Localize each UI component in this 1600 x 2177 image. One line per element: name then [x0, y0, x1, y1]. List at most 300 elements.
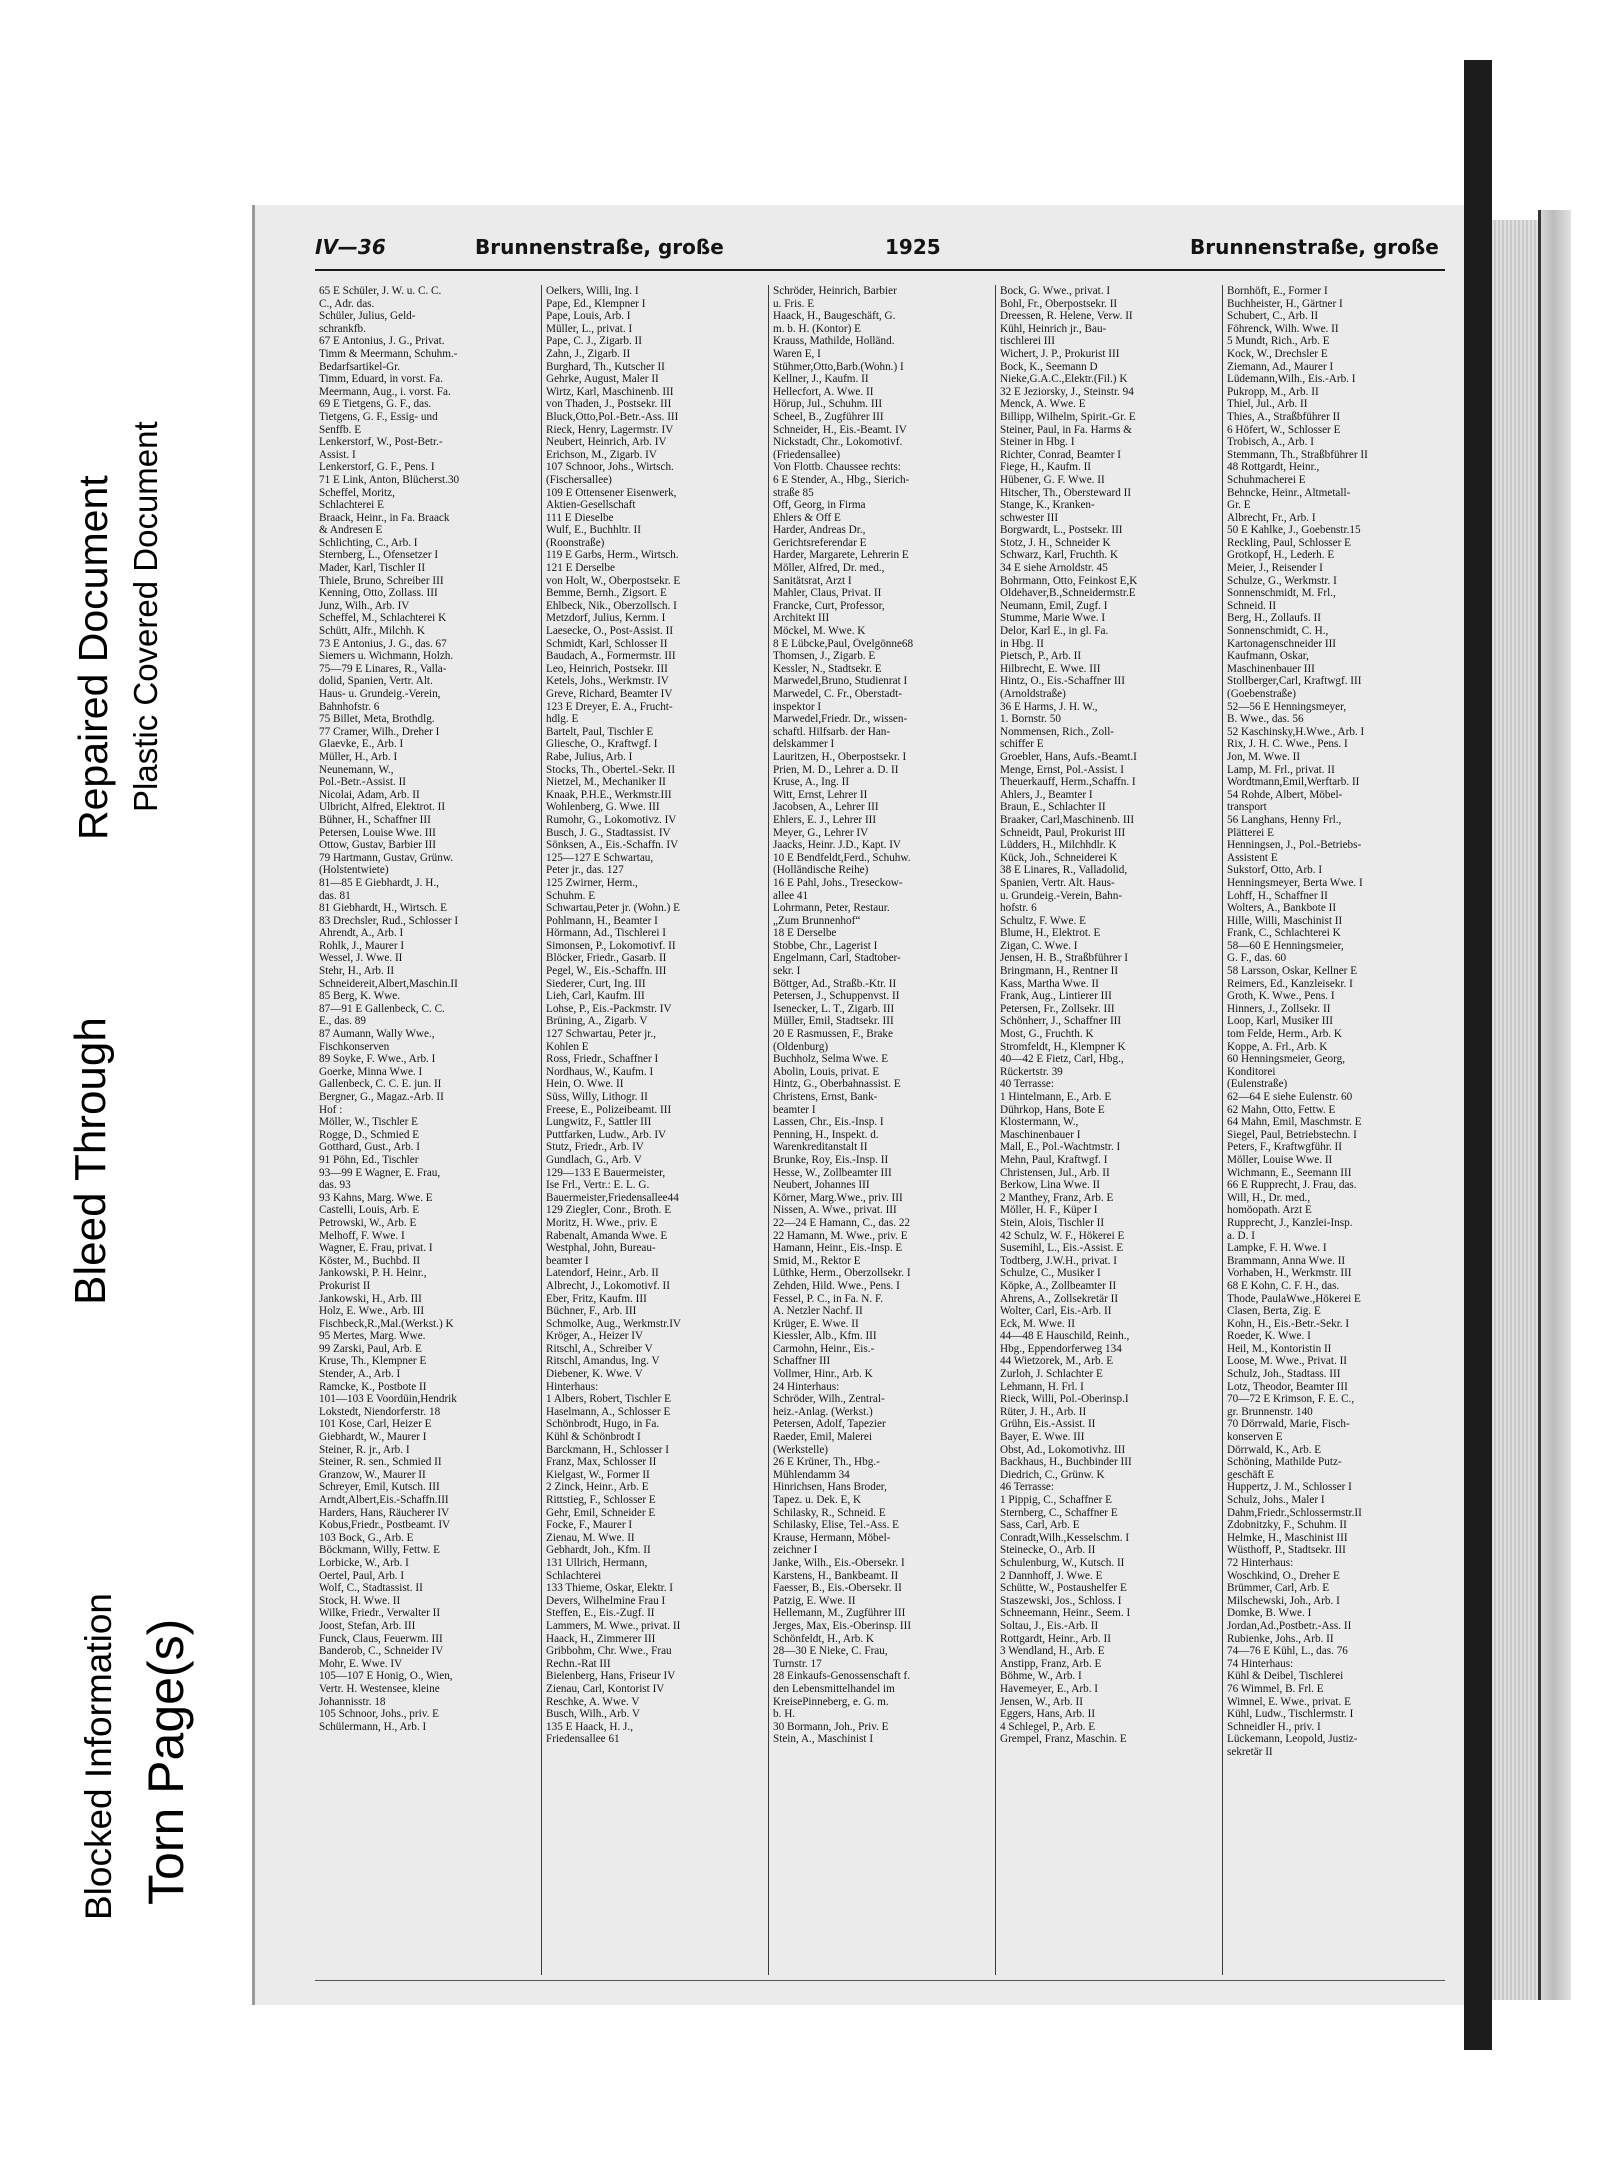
directory-entry-line: Rottgardt, Heinr., Arb. II [1000, 1632, 1111, 1645]
directory-entry-line: Hübener, G. F. Wwe. II [1000, 473, 1105, 486]
directory-entry-line: 30 Bormann, Joh., Priv. E [773, 1720, 889, 1733]
directory-entry-line: 50 E Kahlke, J., Goebenstr.15 [1227, 524, 1361, 537]
directory-entry-line: Hille, Willi, Maschinist II [1227, 914, 1343, 927]
directory-entry-line: Müller, Emil, Stadtsekr. III [773, 1015, 894, 1028]
directory-entry-line: C., Adr. das. [319, 297, 375, 310]
directory-entry-line: tischlerei III [1000, 335, 1055, 348]
directory-entry-line: Ottow, Gustav, Barbier III [319, 839, 436, 852]
directory-entry-line: Sass, Carl, Arb. E [1000, 1519, 1080, 1532]
header-rule [315, 269, 1445, 271]
directory-entry-line: 6 Höfert, W., Schlosser E [1227, 423, 1341, 436]
directory-entry-line: 44—48 E Hauschild, Reinh., [1000, 1330, 1130, 1343]
directory-entry-line: (Oldenburg) [773, 1040, 829, 1053]
directory-entry-line: Jankowski, H., Arb. III [319, 1292, 422, 1305]
directory-entry-line: Brammann, Anna Wwe. II [1227, 1254, 1346, 1267]
directory-entry-line: Gotthard, Gust., Arb. I [319, 1141, 420, 1154]
directory-entry-line: Zigan, C. Wwe. I [1000, 939, 1078, 952]
directory-entry-line: Bühner, H., Schaffner III [319, 813, 431, 826]
directory-entry-line: 85 Berg, K. Wwe. [319, 990, 400, 1003]
directory-entry-line: Francke, Curt, Professor, [773, 599, 885, 612]
directory-entry-line: Jon, M. Wwe. II [1227, 750, 1301, 763]
directory-entry-line: Domke, B. Wwe. I [1227, 1607, 1312, 1620]
directory-entry-line: Diebener, K. Wwe. V [546, 1368, 643, 1381]
directory-entry-line: Hof : [319, 1103, 343, 1116]
directory-entry-line: Roeder, K. Wwe. I [1227, 1330, 1311, 1343]
directory-entry-line: m. b. H. (Kontor) E [773, 322, 861, 335]
directory-entry-line: Mall, E., Pol.-Wachtmstr. I [1000, 1141, 1121, 1154]
directory-entry-line: Prien, M. D., Lehrer a. D. II [773, 763, 899, 776]
directory-entry-line: 70 Dörrwald, Marie, Fisch- [1227, 1418, 1350, 1431]
directory-entry-line: Siederer, Curt, Ing. III [546, 977, 646, 990]
directory-entry-line: sekretär II [1227, 1745, 1273, 1758]
directory-entry-line: hofstr. 6 [1000, 902, 1037, 915]
directory-entry-line: Wichert, J. P., Prokurist III [1000, 347, 1120, 360]
directory-entry-line: Rix, J. H. C. Wwe., Pens. I [1227, 738, 1348, 751]
directory-entry-line: Architekt III [773, 612, 830, 625]
directory-entry-line: schrankfb. [319, 322, 366, 335]
directory-entry-line: allee 41 [773, 889, 809, 902]
directory-entry-line: Schneidt, Paul, Prokurist III [1000, 826, 1126, 839]
directory-entry-line: Schmolke, Aug., Werkmstr.IV [546, 1317, 681, 1330]
directory-entry-line: (Arnoldstraße) [1000, 688, 1066, 700]
directory-entry-line: Ritschl, Amandus, Ing. V [546, 1355, 660, 1368]
directory-entry-line: Müller, H., Arb. I [319, 750, 398, 763]
directory-entry-line: Eggers, Hans, Arb. II [1000, 1708, 1096, 1721]
directory-entry-line: Zienau, M. Wwe. II [546, 1531, 635, 1544]
directory-entry-line: Mehn, Paul, Kraftwgf. I [1000, 1153, 1108, 1166]
adjacent-page [1538, 210, 1571, 2000]
directory-entry-line: Delor, Karl E., in gl. Fa. [1000, 625, 1109, 638]
directory-entry-line: Vorhaben, H., Werkmstr. III [1227, 1267, 1352, 1280]
directory-entry-line: 3 Wendland, H., Arb. E [1000, 1645, 1105, 1658]
directory-entry-line: „Zum Brunnenhof“ [773, 914, 861, 927]
directory-entry-line: 10 E Bendfeldt,Ferd., Schuhw. [773, 851, 911, 864]
directory-entry-line: Haus- u. Grundeig.-Verein, [319, 688, 441, 700]
directory-entry-line: 109 E Ottensener Eisenwerk, [546, 486, 677, 499]
directory-entry-line: Krüger, E. Wwe. II [773, 1317, 859, 1330]
directory-entry-line: Steffen, E., Eis.-Zugf. II [546, 1607, 655, 1620]
directory-entry-line: Assist. I [319, 448, 356, 461]
directory-entry-line: Patzig, E. Wwe. II [773, 1594, 856, 1607]
directory-entry-line: Joost, Stefan, Arb. III [319, 1619, 416, 1632]
directory-entry-line: Pietsch, P., Arb. II [1000, 650, 1082, 663]
directory-entry-line: Hamann, Heinr., Eis.-Insp. E [773, 1242, 903, 1255]
directory-entry-line: Wolter, Carl, Eis.-Arb. II [1000, 1305, 1112, 1318]
directory-entry-line: 2 Zinck, Heinr., Arb. E [546, 1481, 649, 1494]
directory-entry-line: Kenning, Otto, Zollass. III [319, 587, 438, 600]
directory-entry-line: Nordhaus, W., Kaufm. I [546, 1065, 654, 1078]
directory-entry-line: Wulf, E., Buchhltr. II [546, 524, 641, 537]
page-header [315, 235, 1445, 263]
directory-entry-line: Bayer, E. Wwe. III [1000, 1431, 1085, 1444]
directory-entry-line: Kiessler, Alb., Kfm. III [773, 1330, 877, 1343]
directory-entry-line: 77 Cramer, Wilh., Dreher I [319, 725, 440, 738]
directory-entry-line: Reckling, Paul, Schlosser E [1227, 536, 1351, 549]
directory-entry-line: Witt, Ernst, Lehrer II [773, 788, 868, 801]
directory-entry-line: Maschinenbauer III [1227, 662, 1315, 675]
directory-entry-line: transport [1227, 801, 1267, 814]
directory-entry-line: Eck, M. Wwe. II [1000, 1317, 1075, 1330]
directory-entry-line: Aktien-Gesellschaft [546, 499, 636, 512]
directory-entry-line: Krause, Hermann, Möbel- [773, 1531, 891, 1544]
directory-entry-line: Devers, Wilhelmine Frau I [546, 1594, 666, 1607]
directory-entry-line: Ross, Friedr., Schaffner I [546, 1053, 659, 1066]
directory-entry-line: Thiele, Bruno, Schreiber III [319, 574, 444, 587]
directory-entry-line: Möckel, M. Wwe. K [773, 625, 866, 638]
directory-entry-line: Raeder, Emil, Malerei [773, 1431, 872, 1444]
directory-entry-line: Todtberg, J.W.H., privat. I [1000, 1254, 1117, 1267]
directory-entry-line: 83 Drechsler, Rud., Schlosser I [319, 914, 459, 927]
directory-entry-line: Sanitätsrat, Arzt I [773, 574, 852, 587]
directory-entry-line: Tapez. u. Dek. E, K [773, 1494, 862, 1506]
directory-entry-line: Schuhm. E [546, 889, 596, 902]
directory-entry-line: Kühl & Deibel, Tischlerei [1227, 1670, 1344, 1683]
directory-entry-line: Ise Frl., Vertr.: E. L. G. [546, 1179, 650, 1192]
directory-entry-line: 70—72 E Krimson, F. E. C., [1227, 1393, 1355, 1406]
directory-entry-line: Buchheister, H., Gärtner I [1227, 297, 1343, 310]
directory-entry-line: Isenecker, L. T., Zigarb. III [773, 1002, 895, 1015]
directory-entry-line: Marwedel,Friedr. Dr., wissen- [773, 713, 908, 726]
directory-column-2 [542, 285, 769, 1975]
directory-entry-line: Kück, Joh., Schneiderei K [1000, 851, 1118, 864]
directory-entry-line: Schilasky, Elise, Tel.-Ass. E [773, 1519, 899, 1532]
directory-entry-line: Maschinenbauer I [1000, 1128, 1081, 1141]
directory-entry-line: Schröder, Heinrich, Barbier [773, 285, 897, 297]
directory-entry-line: schiffer E [1000, 738, 1044, 751]
directory-entry-line: Fischbeck,R.,Mal.(Werkst.) K [319, 1317, 454, 1330]
directory-entry-line: Grühn, Eis.-Assist. II [1000, 1418, 1096, 1431]
directory-entry-line: das. 81 [319, 889, 351, 902]
directory-entry-line: Wordtmann,Emil,Werftarb. II [1227, 776, 1360, 789]
directory-entry-line: schwester III [1000, 511, 1059, 524]
directory-entry-line: Kühl & Schönbrodt I [546, 1431, 641, 1444]
directory-entry-line: tom Felde, Herm., Arb. K [1227, 1028, 1342, 1041]
directory-entry-line: Albrecht, J., Lokomotivf. II [546, 1279, 670, 1292]
directory-entry-line: Busch, J. G., Stadtassist. IV [546, 826, 671, 839]
directory-page [252, 205, 1464, 2005]
directory-entry-line: Kartonagenschneider III [1227, 637, 1337, 650]
directory-entry-line: Lenkerstorf, G. F., Pens. I [319, 461, 435, 474]
directory-entry-line: Abolin, Louis, privat. E [773, 1065, 880, 1078]
directory-entry-line: Hinterhaus: [546, 1380, 599, 1393]
directory-entry-line: Meyer, G., Lehrer IV [773, 826, 869, 839]
directory-entry-line: Schönfeldt, H., Arb. K [773, 1632, 874, 1645]
directory-entry-line: Spanien, Vertr. Alt. Haus- [1000, 876, 1115, 889]
directory-entry-line: Wolf, C., Stadtassist. II [319, 1582, 423, 1595]
directory-entry-line: Grempel, Franz, Maschin. E [1000, 1733, 1127, 1746]
directory-entry-line: Köster, M., Buchbd. II [319, 1254, 421, 1267]
directory-entry-line: Bergner, G., Magaz.-Arb. II [319, 1091, 444, 1103]
directory-entry-line: Gallenbeck, C. C. E. jun. II [319, 1078, 442, 1091]
directory-entry-line: Marwedel, C. Fr., Oberstadt- [773, 688, 902, 700]
directory-entry-line: Bringmann, H., Rentner II [1000, 965, 1119, 978]
directory-entry-line: Thies, A., Straßbführer II [1227, 410, 1341, 423]
directory-entry-line: Johannisstr. 18 [319, 1695, 386, 1708]
directory-entry-line: Braack, Heinr., in Fa. Braack [319, 511, 450, 524]
directory-entry-line: 87—91 E Gallenbeck, C. C. [319, 1002, 445, 1015]
directory-entry-line: Lammers, M. Wwe., privat. II [546, 1619, 681, 1632]
directory-entry-line: 64 Mahn, Emil, Maschmstr. E [1227, 1116, 1362, 1129]
directory-entry-line: 58 Larsson, Oskar, Kellner E [1227, 965, 1358, 978]
directory-entry-line: Ritschl, A., Schreiber V [546, 1342, 653, 1355]
directory-entry-line: 66 E Rupprecht, J. Frau, das. [1227, 1179, 1357, 1192]
directory-entry-line: Mahler, Claus, Privat. II [773, 587, 882, 600]
directory-entry-line: Ahlers, J., Beamter I [1000, 788, 1093, 801]
directory-entry-line: Wüsthoff, P., Stadtsekr. III [1227, 1544, 1346, 1557]
directory-entry-line: Lohrmann, Peter, Restaur. [773, 902, 890, 915]
directory-entry-line: Tietgens, G. F., Essig- und [319, 410, 438, 423]
directory-entry-line: Moritz, H. Wwe., priv. E [546, 1216, 658, 1229]
directory-entry-line: Milschewski, Joh., Arb. I [1227, 1594, 1340, 1607]
directory-entry-line: Backhaus, H., Buchbinder III [1000, 1456, 1132, 1469]
directory-entry-line: Lotz, Theodor, Beamter III [1227, 1380, 1348, 1393]
directory-entry-line: straße 85 [773, 486, 814, 499]
directory-entry-line: dolid, Spanien, Vertr. Alt. [319, 675, 433, 688]
directory-entry-line: 105 Schnoor, Johs., priv. E [319, 1708, 440, 1721]
directory-entry-line: Lückemann, Leopold, Justiz- [1227, 1733, 1358, 1746]
directory-entry-line: 81 Giebhardt, H., Wirtsch. E [319, 902, 447, 915]
directory-entry-line: Fessel, P. C., in Fa. N. F. [773, 1292, 884, 1305]
directory-entry-line: Freese, E., Polizeibeamt. III [546, 1103, 672, 1116]
directory-entry-line: in Hbg. II [1000, 637, 1044, 650]
directory-entry-line: Woschkind, O., Dreher E [1227, 1569, 1340, 1582]
directory-entry-line: Gliesche, O., Kraftwgf. I [546, 738, 658, 751]
directory-entry-line: Braaker, Carl,Maschinenb. III [1000, 813, 1135, 826]
directory-entry-line: Rechn.-Rat III [546, 1657, 611, 1670]
directory-entry-line: Hinrichsen, Hans Broder, [773, 1481, 887, 1494]
directory-entry-line: 125—127 E Schwartau, [546, 851, 654, 864]
directory-entry-line: 74—76 E Kühl, L., das. 76 [1227, 1645, 1348, 1658]
directory-entry-line: Wichmann, E., Seemann III [1227, 1166, 1352, 1179]
directory-entry-line: Konditorei [1227, 1065, 1276, 1078]
directory-entry-line: 54 Rohde, Albert, Möbel- [1227, 788, 1343, 801]
directory-entry-line: Jensen, W., Arb. II [1000, 1695, 1083, 1708]
directory-entry-line: Warenkreditanstalt II [773, 1141, 868, 1154]
directory-entry-line: Berkow, Lina Wwe. II [1000, 1179, 1101, 1192]
directory-entry-line: 40 Terrasse: [1000, 1078, 1054, 1091]
directory-entry-line: zeichner I [773, 1544, 818, 1557]
directory-entry-line: (Werkstelle) [773, 1443, 829, 1456]
directory-entry-line: Nietzel, M., Mechaniker II [546, 776, 666, 789]
directory-entry-line: Zdobnitzky, F., Schuhm. II [1227, 1519, 1347, 1532]
directory-entry-line: Frank, Aug., Lintierer III [1000, 990, 1112, 1003]
directory-entry-line: 28 Einkaufs-Genossenschaft f. [773, 1670, 911, 1683]
directory-entry-line: Sternberg, C., Schaffner E [1000, 1506, 1118, 1519]
directory-entry-line: Billipp, Wilhelm, Spirit.-Gr. E [1000, 410, 1136, 423]
directory-entry-line: 26 E Krüner, Th., Hbg.- [773, 1456, 880, 1469]
directory-entry-line: Schöning, Mathilde Putz- [1227, 1456, 1342, 1469]
directory-entry-line: Obst, Ad., Lokomotivhz. III [1000, 1443, 1126, 1456]
directory-entry-line: Schüler, Julius, Geld- [319, 310, 416, 323]
directory-entry-line: Ehlbeck, Nik., Oberzollsch. I [546, 599, 677, 612]
directory-entry-line: Bohrmann, Otto, Feinkost E,K [1000, 574, 1138, 587]
directory-entry-line: Steiner, R. sen., Schmied II [319, 1456, 442, 1469]
directory-entry-line: Stein, Alois, Tischler II [1000, 1216, 1105, 1229]
directory-entry-line: 121 E Derselbe [546, 562, 615, 575]
bottom-rule [315, 1980, 1445, 1981]
directory-entry-line: Lüdders, H., Milchhdlr. K [1000, 839, 1117, 852]
directory-entry-line: 4 Schlegel, P., Arb. E [1000, 1720, 1096, 1733]
directory-entry-line: 22—24 E Hamann, C., das. 22 [773, 1216, 911, 1229]
directory-entry-line: Most, G., Fruchth. K [1000, 1028, 1094, 1041]
directory-entry-line: Schütte, W., Postaushelfer E [1000, 1582, 1127, 1595]
directory-entry-line: Blöcker, Friedr., Gasarb. II [546, 952, 667, 965]
directory-entry-line: Theuerkauff, Herm.,Schaffn. I [1000, 776, 1136, 789]
directory-entry-line: Berg, H., Zollaufs. II [1227, 612, 1321, 625]
directory-entry-line: Schönbrodt, Hugo, in Fa. [546, 1418, 660, 1431]
directory-entry-line: 67 E Antonius, J. G., Privat. [319, 335, 445, 348]
directory-entry-line: 131 Ullrich, Hermann, [546, 1556, 648, 1569]
directory-entry-line: Hitscher, Th., Obersteward II [1000, 486, 1132, 499]
directory-entry-line: Hintz, O., Eis.-Schaffner III [1000, 675, 1125, 688]
directory-entry-line: Bauermeister,Friedensallee44 [546, 1191, 679, 1204]
directory-entry-line: Hilbrecht, E. Wwe. III [1000, 662, 1101, 675]
directory-entry-line: Jacobsen, A., Lehrer III [773, 801, 879, 814]
directory-entry-line: Kohlen E [546, 1040, 589, 1053]
directory-entry-line: B. Wwe., das. 56 [1227, 713, 1304, 726]
directory-entry-line: Will, H., Dr. med., [1227, 1191, 1311, 1204]
directory-entry-line: Stromfeldt, H., Klempner K [1000, 1040, 1126, 1053]
directory-entry-line: 93—99 E Wagner, E. Frau, [319, 1166, 441, 1179]
directory-entry-line: 99 Zarski, Paul, Arb. E [319, 1342, 422, 1355]
directory-entry-line: Gundlach, G., Arb. V [546, 1153, 642, 1166]
directory-entry-line: Schuhmacherei E [1227, 473, 1306, 486]
directory-entry-line: Süss, Willy, Lithogr. II [546, 1091, 648, 1103]
directory-entry-line: Peter jr., das. 127 [546, 864, 624, 877]
directory-entry-line: Rabenalt, Amanda Wwe. E [546, 1229, 668, 1242]
annotation-plastic-covered-document: Plastic Covered Document [127, 421, 164, 812]
directory-entry-line: Lüthke, Herm., Oberzollsekr. I [773, 1267, 911, 1280]
directory-entry-line: Jerges, Max, Eis.-Oberinsp. III [773, 1619, 912, 1632]
directory-entry-line: Schulze, G., Werkmstr. I [1227, 574, 1337, 587]
directory-entry-line: Buchholz, Selma Wwe. E [773, 1053, 889, 1066]
directory-entry-line: Dahm,Friedr.,Schlossermstr.II [1227, 1506, 1362, 1519]
year: 1925 [885, 235, 941, 259]
directory-entry-line: Wilke, Friedr., Verwalter II [319, 1607, 441, 1620]
directory-entry-line: Hbg., Eppendorferweg 134 [1000, 1342, 1122, 1355]
directory-entry-line: Menge, Ernst, Pol.-Assist. I [1000, 763, 1124, 776]
directory-entry-line: Thiel, Jul., Arb. II [1227, 398, 1308, 411]
directory-entry-line: 91 Pöhn, Ed., Tischler [319, 1153, 419, 1166]
directory-entry-line: 129—133 E Bauermeister, [546, 1166, 666, 1179]
directory-entry-line: Rogge, D., Schmied E [319, 1128, 420, 1141]
directory-entry-line: Möller, H. F., Küper I [1000, 1204, 1098, 1217]
directory-entry-line: Gebhardt, Joh., Kfm. II [546, 1544, 651, 1557]
directory-entry-line: Pape, Louis, Arb. I [546, 310, 631, 323]
directory-entry-line: Rückertstr. 39 [1000, 1065, 1063, 1078]
left-running-title: Brunnenstraße, große [475, 235, 724, 259]
directory-entry-line: 79 Hartmann, Gustav, Grünw. [319, 851, 454, 864]
directory-entry-line: 20 E Rasmussen, F., Brake [773, 1028, 893, 1041]
directory-entry-line: Hein, O. Wwe. II [546, 1078, 624, 1091]
page-edges [1492, 220, 1538, 2000]
directory-entry-line: Kruse, A., Ing. II [773, 776, 850, 789]
directory-entry-line: Krauss, Mathilde, Holländ. [773, 335, 895, 348]
directory-entry-line: 81—85 E Giebhardt, J. H., [319, 876, 439, 889]
directory-entry-line: 62 Mahn, Otto, Fettw. E [1227, 1103, 1336, 1116]
page-number: IV—36 [315, 235, 386, 259]
directory-entry-line: (Holländische Reihe) [773, 864, 869, 877]
directory-entry-line: Jordan,Ad.,Postbetr.-Ass. II [1227, 1619, 1352, 1632]
directory-entry-line: Büchner, F., Arb. III [546, 1305, 637, 1318]
directory-entry-line: Banderob, C., Schneider IV [319, 1645, 444, 1658]
directory-entry-line: (Eulenstraße) [1227, 1078, 1288, 1091]
directory-entry-line: heiz.-Anlag. (Werkst.) [773, 1405, 873, 1418]
directory-entry-line: 1. Bornstr. 50 [1000, 713, 1061, 726]
directory-entry-line: Schulze, C., Musiker I [1000, 1267, 1101, 1280]
directory-entry-line: Köpke, A., Zollbeamter II [1000, 1279, 1117, 1292]
directory-entry-line: Stollberger,Carl, Kraftwgf. III [1227, 675, 1362, 688]
directory-entry-line: Nickstadt, Chr., Lokomotivf. [773, 436, 903, 449]
directory-entry-line: Albrecht, Fr., Arb. I [1227, 511, 1316, 524]
directory-entry-line: (Friedensallee) [773, 448, 841, 461]
directory-entry-line: Mühlendamm 34 [773, 1468, 850, 1481]
directory-entry-line: Ehlers, E. J., Lehrer III [773, 813, 877, 826]
directory-entry-line: Puttfarken, Ludw., Arb. IV [546, 1128, 667, 1141]
directory-entry-line: Brümmer, Carl, Arb. E [1227, 1582, 1330, 1595]
directory-entry-line: Lorbicke, W., Arb. I [319, 1556, 409, 1569]
directory-entry-line: Loose, M. Wwe., Privat. II [1227, 1355, 1348, 1368]
directory-entry-line: Lüdemann,Wilh., Eis.-Arb. I [1227, 373, 1356, 386]
directory-entry-line: Stemmann, Th., Straßbführer II [1227, 448, 1368, 461]
directory-entry-line: 46 Terrasse: [1000, 1481, 1054, 1494]
directory-entry-line: Ziemann, Ad., Maurer I [1227, 360, 1334, 373]
directory-entry-line: Franz, Max, Schlosser II [546, 1456, 657, 1469]
directory-entry-line: Meermann, Aug., i. vorst. Fa. [319, 385, 451, 398]
directory-entry-line: Möller, W., Tischler E [319, 1116, 419, 1129]
directory-entry-line: Granzow, W., Maurer II [319, 1468, 426, 1481]
directory-entry-line: Behncke, Heinr., Altmetall- [1227, 486, 1351, 499]
directory-entry-line: Gehrke, August, Maler II [546, 373, 659, 386]
directory-entry-line: Wohlenberg, G. Wwe. III [546, 801, 660, 814]
directory-entry-line: Waren E, I [773, 347, 821, 360]
directory-entry-line: Groebler, Hans, Aufs.-Beamt.I [1000, 750, 1137, 763]
directory-entry-line: 71 E Link, Anton, Blücherst.30 [319, 473, 460, 486]
directory-entry-line: Gerichtsreferendar E [773, 536, 867, 549]
directory-entry-line: Ahrendt, A., Arb. I [319, 927, 404, 940]
directory-entry-line: Kobus,Friedr., Postbeamt. IV [319, 1519, 451, 1532]
directory-column-5 [1223, 285, 1450, 1975]
directory-entry-line: b. H. [773, 1708, 796, 1721]
directory-entry-line: Schönherr, J., Schaffner III [1000, 1015, 1122, 1028]
directory-entry-line: Nicolai, Adam, Arb. II [319, 788, 420, 801]
directory-entry-line: Plätterei E [1227, 826, 1274, 839]
directory-entry-line: 1 Pippig, C., Schaffner E [1000, 1494, 1112, 1506]
directory-entry-line: Assistent E [1227, 851, 1278, 864]
directory-entry-line: von Thaden, J., Postsekr. III [546, 398, 672, 411]
directory-entry-line: 36 E Harms, J. H. W., [1000, 700, 1098, 713]
directory-entry-line: Lungwitz, F., Sattler III [546, 1116, 652, 1129]
directory-entry-line: Dührkop, Hans, Bote E [1000, 1103, 1105, 1116]
directory-entry-line: Stehr, H., Arb. II [319, 965, 395, 978]
directory-entry-line: Simonsen, P., Lokomotivf. II [546, 939, 676, 952]
directory-entry-line: Hellecfort, A. Wwe. II [773, 385, 874, 398]
directory-entry-line: Rupprecht, J., Kanzlei-Insp. [1227, 1216, 1353, 1229]
directory-entry-line: Schulenburg, W., Kutsch. II [1000, 1556, 1125, 1569]
directory-entry-line: Pol.-Betr.-Assist. II [319, 776, 407, 789]
directory-entry-line: Thode, PaulaWwe.,Hökerei E [1227, 1292, 1361, 1305]
directory-entry-line: 34 E siehe Arnoldstr. 45 [1000, 562, 1108, 575]
directory-entry-line: Steiner, Paul, in Fa. Harms & [1000, 423, 1132, 436]
directory-entry-line: A. Netzler Nachf. II [773, 1305, 863, 1318]
directory-entry-line: Bornhöft, E., Former I [1227, 285, 1328, 297]
directory-entry-line: Heil, M., Kontoristin II [1227, 1342, 1332, 1355]
directory-entry-line: Stock, H. Wwe. II [319, 1594, 401, 1607]
directory-entry-line: Kröger, A., Heizer IV [546, 1330, 644, 1343]
directory-entry-line: Focke, F., Maurer I [546, 1519, 633, 1532]
directory-entry-line: Schwarz, Karl, Fruchth. K [1000, 549, 1119, 562]
directory-entry-line: Knaak, P.H.E., Werkmstr.III [546, 788, 672, 801]
